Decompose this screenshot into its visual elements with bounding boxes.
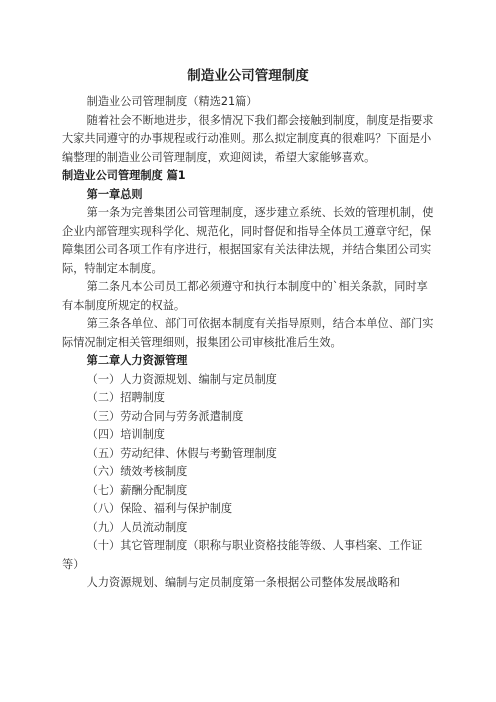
list-item: （十）其它管理制度（职称与职业资格技能等级、人事档案、工作证等） [62,539,423,571]
list-item: （二）招聘制度 [86,391,165,404]
article-3: 第三条各单位、部门可依据本制度有关指导原则，结合本单位、部门实际情况制定相关管理细则，报集团公司审核批准后生效。 [62,317,434,349]
list-item: （六）绩效考核制度 [86,465,188,478]
list-item: （三）劳动合同与劳务派遣制度 [86,409,244,423]
chapter-heading-2: 第二章人力资源管理 [86,354,188,367]
document-title: 制造业公司管理制度 [187,68,309,84]
article-2: 第二条凡本公司员工都必须遵守和执行本制度中的`相关条款，同时享有本制度所规定的权益。 [62,280,428,312]
list-item: （七）薪酬分配制度 [86,483,188,497]
chapter-heading-1: 第一章总则 [86,187,143,201]
last-paragraph: 人力资源规划、编制与定员制度第一条根据公司整体发展战略和 [86,576,400,589]
list-item: （一）人力资源规划、编制与定员制度 [86,372,277,386]
article-1: 第一条为完善集团公司管理制度，逐步建立系统、长效的管理机制，使企业内部管理实现科学化、规范化，同时督促和指导全体员工遵章守纪，保障集团公司各项工作有序进行，根据国家有关法律法规，并结合集团公司实际，特制定本制度。 [62,206,434,275]
list-item: （五）劳动纪律、休假与考勤管理制度 [86,446,277,460]
list-item: （八）保险、福利与保护制度 [86,502,233,515]
list-item: （四）培训制度 [86,428,165,441]
document-subtitle: 制造业公司管理制度（精选21篇） [86,95,258,108]
intro-paragraph: 随着社会不断地进步，很多情况下我们都会接触到制度，制度是指要求大家共同遵守的办事规程或行动准则。那么拟定制度真的很难吗？下面是小编整理的制造业公司管理制度，欢迎阅读，希望大家能够喜欢。 [62,113,434,164]
document-body [62,93,434,593]
list-item: （九）人员流动制度 [86,520,188,534]
section-heading: 制造业公司管理制度 篇1 [62,169,186,182]
